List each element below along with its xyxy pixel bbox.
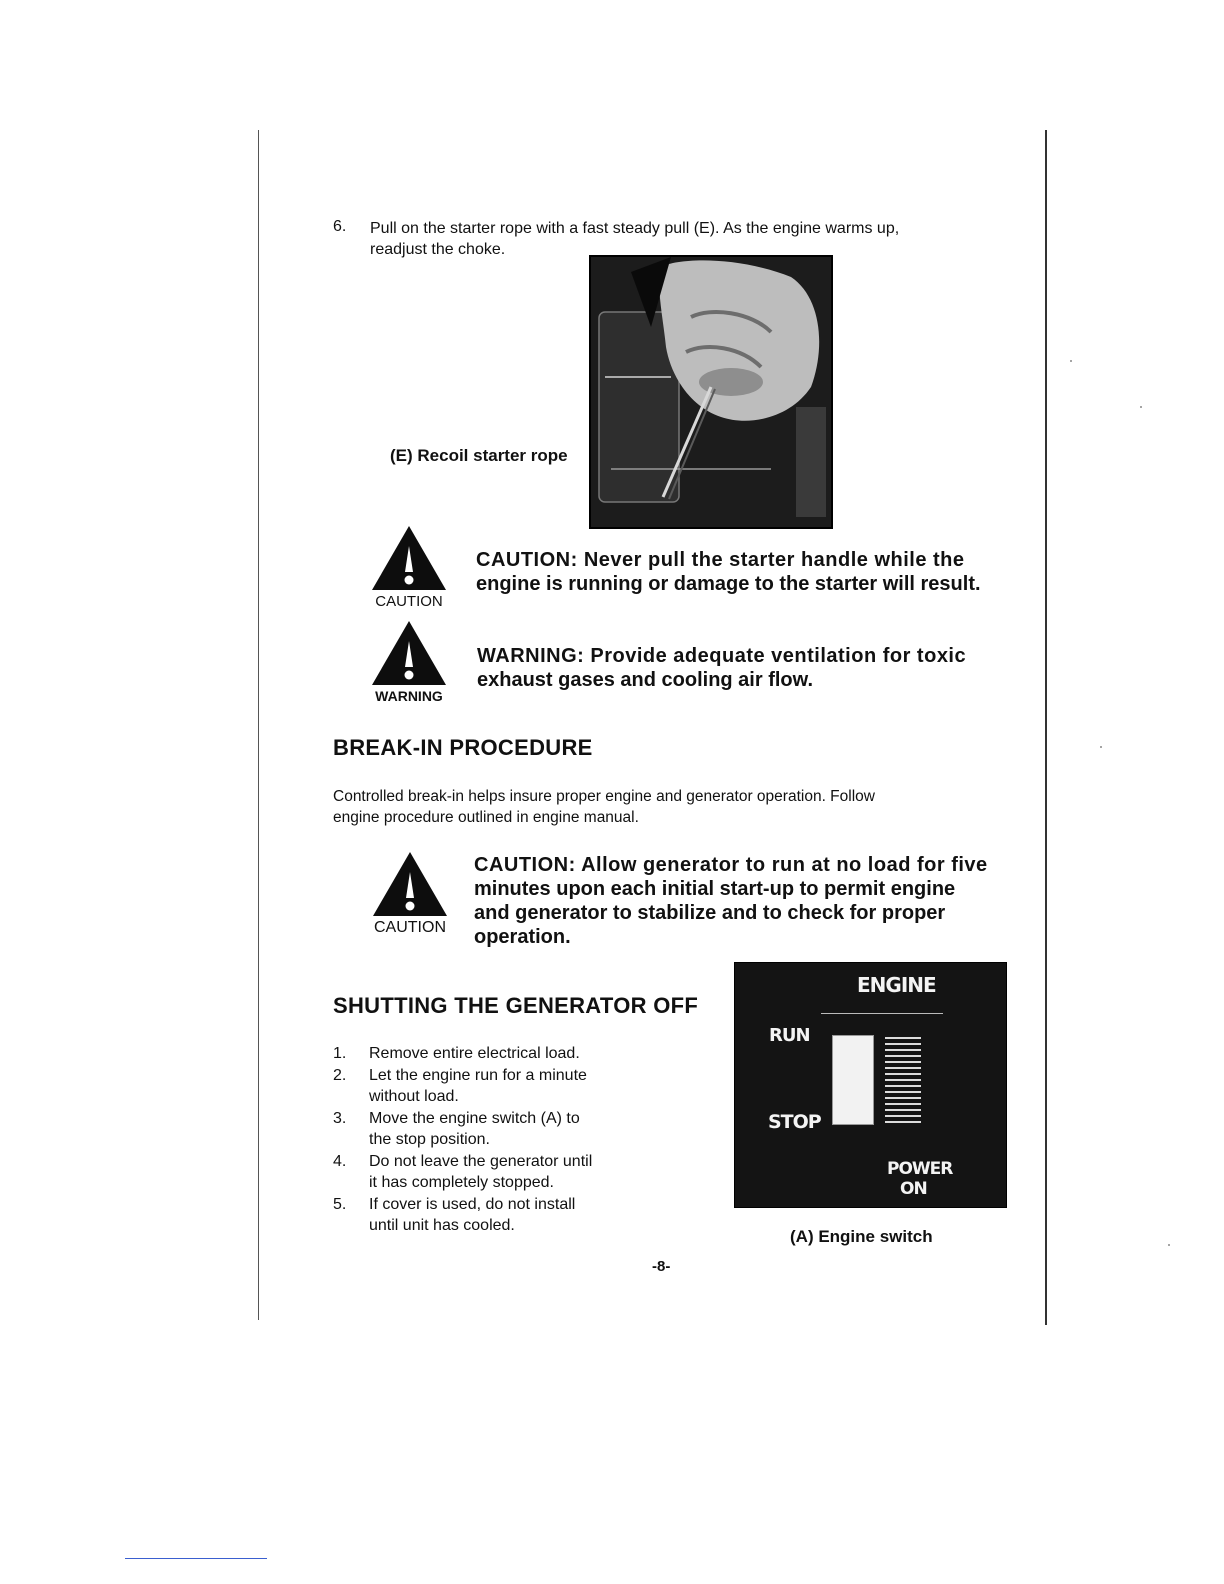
step-line: If cover is used, do not install — [369, 1195, 576, 1213]
panel-label-power: POWER — [887, 1159, 953, 1179]
panel-label-run: RUN — [769, 1025, 810, 1046]
warning-symbol-label: WARNING — [375, 688, 443, 704]
warning-triangle-icon — [370, 619, 448, 687]
step-line: Let the engine run for a minute — [369, 1066, 587, 1084]
step-line: without load. — [369, 1088, 459, 1105]
caution-starter-line-1: CAUTION: Never pull the starter handle while the — [476, 549, 965, 571]
list-item — [333, 1043, 653, 1065]
caution-symbol-label: CAUTION — [374, 919, 446, 936]
break-in-caution-line-1: CAUTION: Allow generator to run at no load for five — [474, 854, 988, 876]
break-in-line-1: Controlled break-in helps insure proper engine and generator operation. Follow — [333, 788, 875, 805]
scan-speck — [1100, 746, 1102, 748]
list-item — [333, 1151, 653, 1194]
scan-speck — [1070, 360, 1072, 362]
caution-symbol-2 — [370, 850, 450, 937]
caution-starter-line-2: engine is running or damage to the starter will result. — [476, 573, 981, 595]
step-line: the stop position. — [369, 1131, 490, 1148]
step-line: Move the engine switch (A) to — [369, 1109, 580, 1127]
step-line: Do not leave the generator until — [369, 1152, 593, 1170]
shutting-off-heading: SHUTTING THE GENERATOR OFF — [333, 993, 699, 1018]
warning-symbol — [369, 619, 449, 704]
recoil-starter-photo — [589, 255, 833, 529]
scan-speck — [1168, 1244, 1170, 1246]
step-number: 4. — [333, 1152, 347, 1170]
right-margin-rule — [1045, 130, 1047, 1325]
panel-label-stop: STOP — [768, 1111, 821, 1133]
list-item — [333, 1108, 653, 1151]
step-line: it has completely stopped. — [369, 1174, 554, 1191]
caution-triangle-icon — [370, 524, 448, 592]
step-number: 3. — [333, 1109, 347, 1127]
engine-rocker-switch — [832, 1035, 874, 1125]
warning-line-2: exhaust gases and cooling air flow. — [477, 669, 814, 691]
list-item — [333, 1194, 653, 1237]
recoil-starter-caption: (E) Recoil starter rope — [390, 446, 568, 465]
break-in-caution-line-3: and generator to stabilize and to check for proper — [474, 902, 946, 924]
break-in-paragraph — [333, 786, 1003, 828]
step-number: 1. — [333, 1045, 347, 1062]
scan-speck — [1140, 406, 1142, 408]
list-item — [333, 1065, 653, 1108]
engine-switch-photo — [734, 962, 1007, 1208]
break-in-caution-notice — [474, 853, 1014, 949]
break-in-heading: BREAK-IN PROCEDURE — [333, 735, 593, 760]
step-6-text — [370, 218, 1010, 260]
step-6-number: 6. — [333, 218, 347, 235]
shutting-off-steps — [333, 1043, 653, 1237]
caution-starter-notice — [476, 548, 1016, 596]
step-line: Remove entire electrical load. — [369, 1045, 580, 1062]
step-number: 2. — [333, 1066, 347, 1084]
engine-switch-caption: (A) Engine switch — [790, 1227, 933, 1246]
panel-divider — [821, 1013, 943, 1014]
caution-symbol-label: CAUTION — [375, 593, 443, 610]
warning-line-1: WARNING: Provide adequate ventilation for toxic — [477, 645, 967, 667]
break-in-caution-line-2: minutes upon each initial start-up to permit engine — [474, 878, 956, 900]
page-number: -8- — [652, 1258, 671, 1275]
starter-rope-illustration — [591, 257, 831, 527]
step-6-line-2: readjust the choke. — [370, 241, 506, 258]
warning-ventilation-notice — [477, 644, 1017, 692]
step-number: 5. — [333, 1195, 347, 1213]
step-6-line-1: Pull on the starter rope with a fast steady pull (E). As the engine warms up, — [370, 220, 900, 237]
panel-label-on: ON — [900, 1179, 927, 1199]
bottom-link-rule — [125, 1558, 267, 1559]
break-in-line-2: engine procedure outlined in engine manual. — [333, 809, 639, 826]
left-margin-rule — [258, 130, 259, 1320]
break-in-caution-line-4: operation. — [474, 926, 571, 948]
step-line: until unit has cooled. — [369, 1217, 515, 1234]
switch-grip-pattern — [885, 1035, 921, 1123]
caution-triangle-icon — [371, 850, 449, 918]
panel-label-engine: ENGINE — [857, 973, 936, 997]
caution-symbol-1 — [369, 524, 449, 610]
